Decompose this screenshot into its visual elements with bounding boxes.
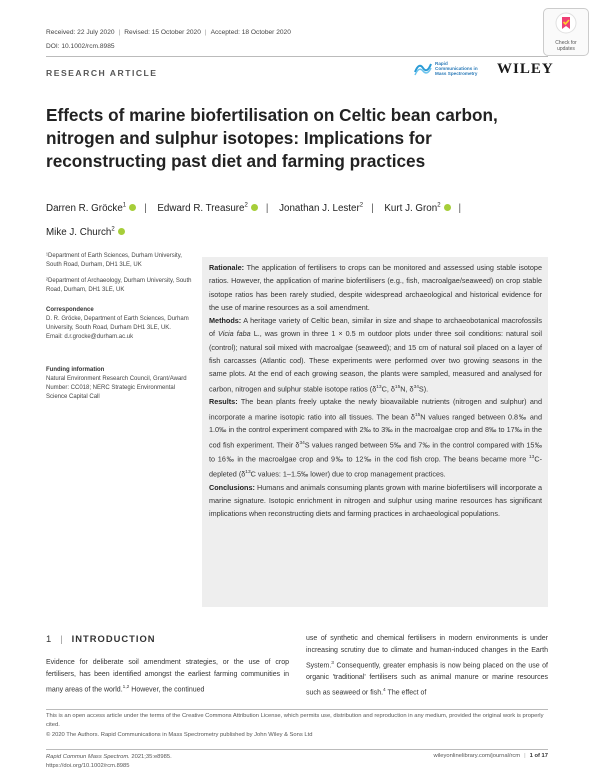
journal-logo-line-3: Mass Spectrometry [435, 71, 478, 76]
journal-cite: 2021;35:e8985. [131, 754, 172, 760]
orcid-icon[interactable] [118, 228, 125, 235]
revised-date: Revised: 15 October 2020 [124, 29, 201, 36]
journal-name: Rapid Commun Mass Spectrom. [46, 754, 130, 760]
funding-block [46, 366, 194, 402]
author-5[interactable]: Mike J. Church$^2$ [46, 227, 125, 238]
page-number: 1 of 17 [529, 753, 548, 759]
doi[interactable]: DOI: 10.1002/rcm.8985 [46, 43, 115, 50]
article-title: Effects of marine biofertilisation on Celtic bean carbon, nitrogen and sulphur isotopes: Implications for reconstructing past diet and farming practices [46, 105, 498, 171]
abstract-box [202, 257, 548, 607]
intro-column-2: use of synthetic and chemical fertilisers in modern environments is under increasing scrutiny due to climate and human-induced changes in the Earth System.$^3$ Consequently, greater emphasis is now being placed on the use of organic 'traditional' fertilisers such as animal manure or marine resources such as seaweed or fish.$^4$ The effect of [306, 635, 548, 696]
journal-logo-line-1: Rapid [435, 61, 448, 66]
license-notice [46, 712, 548, 740]
abstract-results: Results: The bean plants freely uptake the newly bioavailable nutrients (nitrogen and sulphur) and incorporate a marine isotopic ratio into all tissues. The bean $\delta^{15}N$ values ranged between 0.8‰ and 1.0‰ in the control experiment compared with 2‰ to 3‰ in the macroalgae crop and 8‰ to 17‰ in the cod fish experiment. Their $\delta^{34}S$ values ranged between 5‰ and 7‰ in the control compared with 15‰ to 16‰ in the macroalgae crop and 9‰ to 12‰ in the cod fish crop. The beans became more $^{13}$C-depleted ($\delta^{13}C$ values: 1–1.5‰ lower) due to crop management practices. [209, 397, 542, 479]
abstract-rationale: Rationale: The application of fertilisers to crops can be monitored and assessed using stable isotope ratios. However, the application of marine biofertilisers (e.g., fish, macroalgae/seaweed) on crop stable isotope ratios has been rarely studied, despite widespread archaeological and historical evidence for the use of marine resources as a soil amendment. [209, 263, 542, 312]
author-4[interactable]: Kurt J. Gron$^2$ [384, 203, 450, 214]
correspondence-email[interactable]: Email: d.r.grocke@durham.ac.uk [46, 334, 134, 340]
orcid-icon[interactable] [444, 204, 451, 211]
license-text: This is an open access article under the terms of the Creative Commons Attribution License, which permits use, distribution and reproduction in any medium, provided the original work is properly cited. [46, 713, 544, 729]
publisher-logo[interactable]: WILEY [497, 61, 554, 77]
copyright-text: © 2020 The Authors. Rapid Communications in Mass Spectrometry published by John Wiley & Sons Ltd [46, 731, 313, 738]
journal-logo[interactable] [414, 58, 486, 78]
journal-logo-line-2: Communications in [435, 66, 478, 71]
crossmark-label-1: Check for [555, 40, 577, 46]
page-footer-right: wileyonlinelibrary.com/journal/rcm | 1 of 17 [433, 753, 548, 759]
publication-dates: Received: 22 July 2020 | Revised: 15 October 2020 | Accepted: 18 October 2020 [46, 29, 291, 36]
journal-wave-icon [414, 60, 432, 76]
crossmark-label-2: updates [557, 45, 575, 52]
abstract-conclusions: Conclusions: Humans and animals consuming plants grown with marine biofertilisers will incorporate a marine signature. Isotopic enrichment in nitrogen and sulphur using marine resources has significant implications when reconstructing diets and farming practices in archaeological populations. [209, 482, 542, 519]
header-divider [46, 56, 548, 57]
correspondence-block [46, 306, 194, 342]
abstract-methods: Methods: A heritage variety of Celtic bean, similar in size and shape to archaeobotanical macrofossils of Vicia faba L., was grown in three 1 × 0.5 m outdoor plots under three soil conditions: natural soil (control); natural soil mixed with macroalgae (seaweed); and 15 cm of natural soil placed on a layer of fish carcasses (Atlantic cod). These experiments were performed over two growing seasons in the same plots. At the end of each growing season, the plants were sampled, measured and analysed for carbon, nitrogen and sulphur stable isotope ratios ($\delta^{13}C$, $\delta^{15}N$, $\delta^{34}S$). [209, 316, 543, 394]
footer-divider [46, 709, 548, 710]
footer-divider-2 [46, 749, 548, 750]
accepted-date: Accepted: 18 October 2020 [210, 29, 291, 36]
journal-url[interactable]: https://doi.org/10.1002/rcm.8985 [46, 763, 130, 770]
correspondence-text: D. R. Gröcke, Department of Earth Sciences, Durham University, South Road, Durham DH1 3LE, UK. [46, 316, 189, 331]
section-heading-introduction: 1 | INTRODUCTION [46, 633, 156, 644]
check-for-updates-badge[interactable] [543, 8, 589, 56]
journal-site[interactable]: wileyonlinelibrary.com/journal/rcm [433, 753, 521, 759]
funding-title: Funding information [46, 367, 105, 373]
correspondence-title: Correspondence [46, 307, 94, 313]
affiliation-2: ²Department of Archaeology, Durham University, South Road, Durham, DH1 3LE, UK [46, 278, 192, 293]
article-type: RESEARCH ARTICLE [46, 68, 158, 78]
affiliation-1: ¹Department of Earth Sciences, Durham University, South Road, Durham, DH1 3LE, UK [46, 253, 182, 268]
funding-text: Natural Environment Research Council, Grant/Award Number: CC018; NERC Strategic Environmental Science Capital Call [46, 376, 187, 400]
author-list: Darren R. Gröcke$^1$ | Edward R. Treasure$^2$ | Jonathan J. Lester$^2$ | Kurt J. Gron$^2$ | Mike J. Church$^2$ [46, 203, 462, 238]
journal-citation [46, 753, 172, 772]
orcid-icon[interactable] [129, 204, 136, 211]
orcid-icon[interactable] [251, 204, 258, 211]
intro-column-1: Evidence for deliberate soil amendment strategies, or the use of crop fertilisers, has been identified amongst the earliest farming communities in many areas of the world.$^{1,2}$ However, the continued [46, 659, 289, 693]
author-1[interactable]: Darren R. Gröcke$^1$ [46, 203, 136, 214]
author-2[interactable]: Edward R. Treasure$^2$ [157, 203, 257, 214]
author-3[interactable]: Jonathan J. Lester$^2$ [279, 203, 364, 215]
received-date: Received: 22 July 2020 [46, 29, 115, 36]
crossmark-icon [555, 12, 577, 34]
